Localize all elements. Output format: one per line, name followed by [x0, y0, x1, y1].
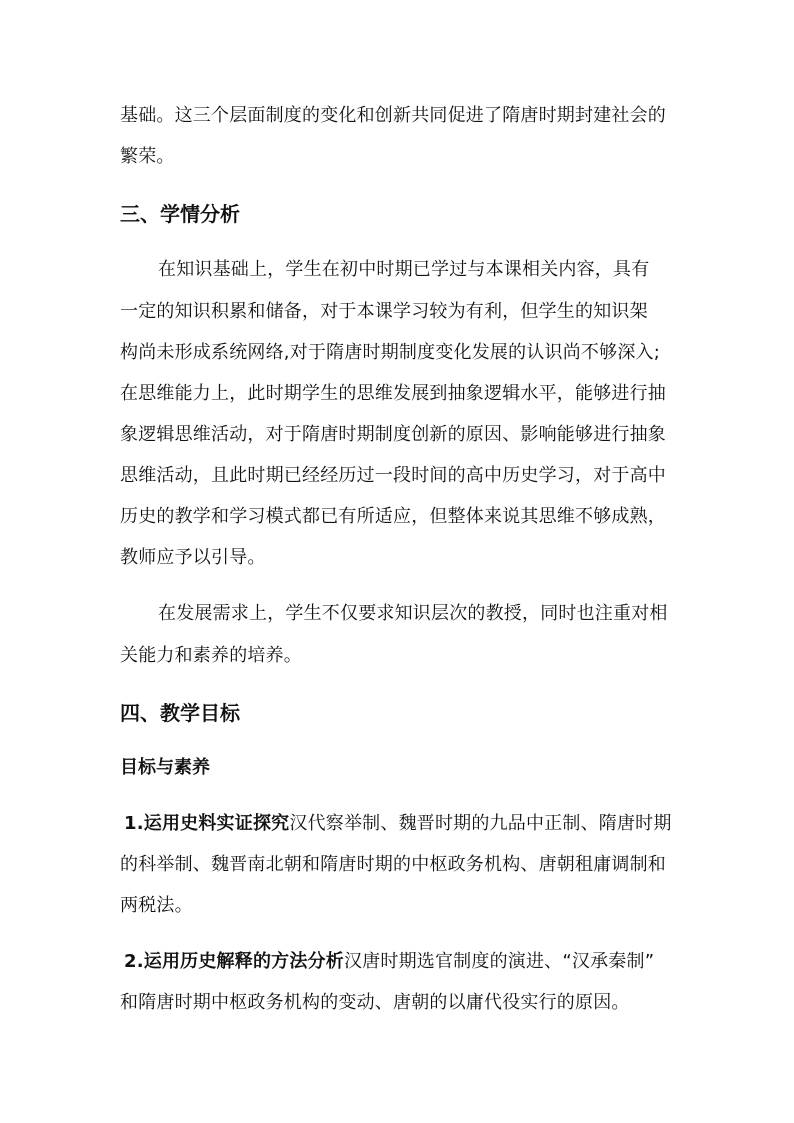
paragraph-line: 和隋唐时期中枢政务机构的变动、唐朝的以庸代役实行的原因。 [120, 992, 630, 1013]
paragraph-line: 在发展需求上，学生不仅要求知识层次的教授，同时也注重对相 [158, 603, 668, 624]
objective-text: 汉唐时期选官制度的演进、“汉承秦制” [343, 951, 655, 972]
paragraph-line: 一定的知识积累和储备，对于本课学习较为有利，但学生的知识架 [120, 301, 648, 322]
paragraph-line: 思维活动，且此时期已经经历过一段时间的高中历史学习，对于高中 [120, 465, 666, 486]
objective-lead: 2.运用历史解释的方法分析 [124, 951, 344, 972]
paragraph-line: 基础。这三个层面制度的变化和创新共同促进了隋唐时期封建社会的 [120, 105, 666, 126]
paragraph-line: 历史的教学和学习模式都已有所适应，但整体来说其思维不够成熟， [120, 506, 666, 527]
objective-lead: 1.运用史料实证探究 [124, 813, 290, 834]
objective-item [124, 812, 672, 836]
section-heading: 四、教学目标 [120, 701, 240, 725]
paragraph-line: 在思维能力上，此时期学生的思维发展到抽象逻辑水平，能够进行抽 [120, 383, 666, 404]
paragraph-line: 象逻辑思维活动，对于隋唐时期制度创新的原因、影响能够进行抽象 [120, 424, 666, 445]
paragraph-line: 繁荣。 [120, 146, 175, 167]
paragraph-line: 在知识基础上，学生在初中时期已学过与本课相关内容，具有 [158, 259, 650, 280]
paragraph-line: 两税法。 [120, 895, 193, 916]
sub-heading: 目标与素养 [120, 757, 210, 778]
paragraph-line: 的科举制、魏晋南北朝和隋唐时期的中枢政务机构、唐朝租庸调制和 [120, 854, 666, 875]
paragraph-line: 关能力和素养的培养。 [120, 645, 302, 666]
paragraph-line: 教师应予以引导。 [120, 547, 266, 568]
section-heading: 三、学情分析 [120, 202, 240, 226]
objective-text: 汉代察举制、魏晋时期的九品中正制、隋唐时期 [289, 813, 672, 834]
paragraph-line: 构尚未形成系统网络,对于隋唐时期制度变化发展的认识尚不够深入; [120, 342, 660, 363]
objective-item [124, 950, 654, 974]
